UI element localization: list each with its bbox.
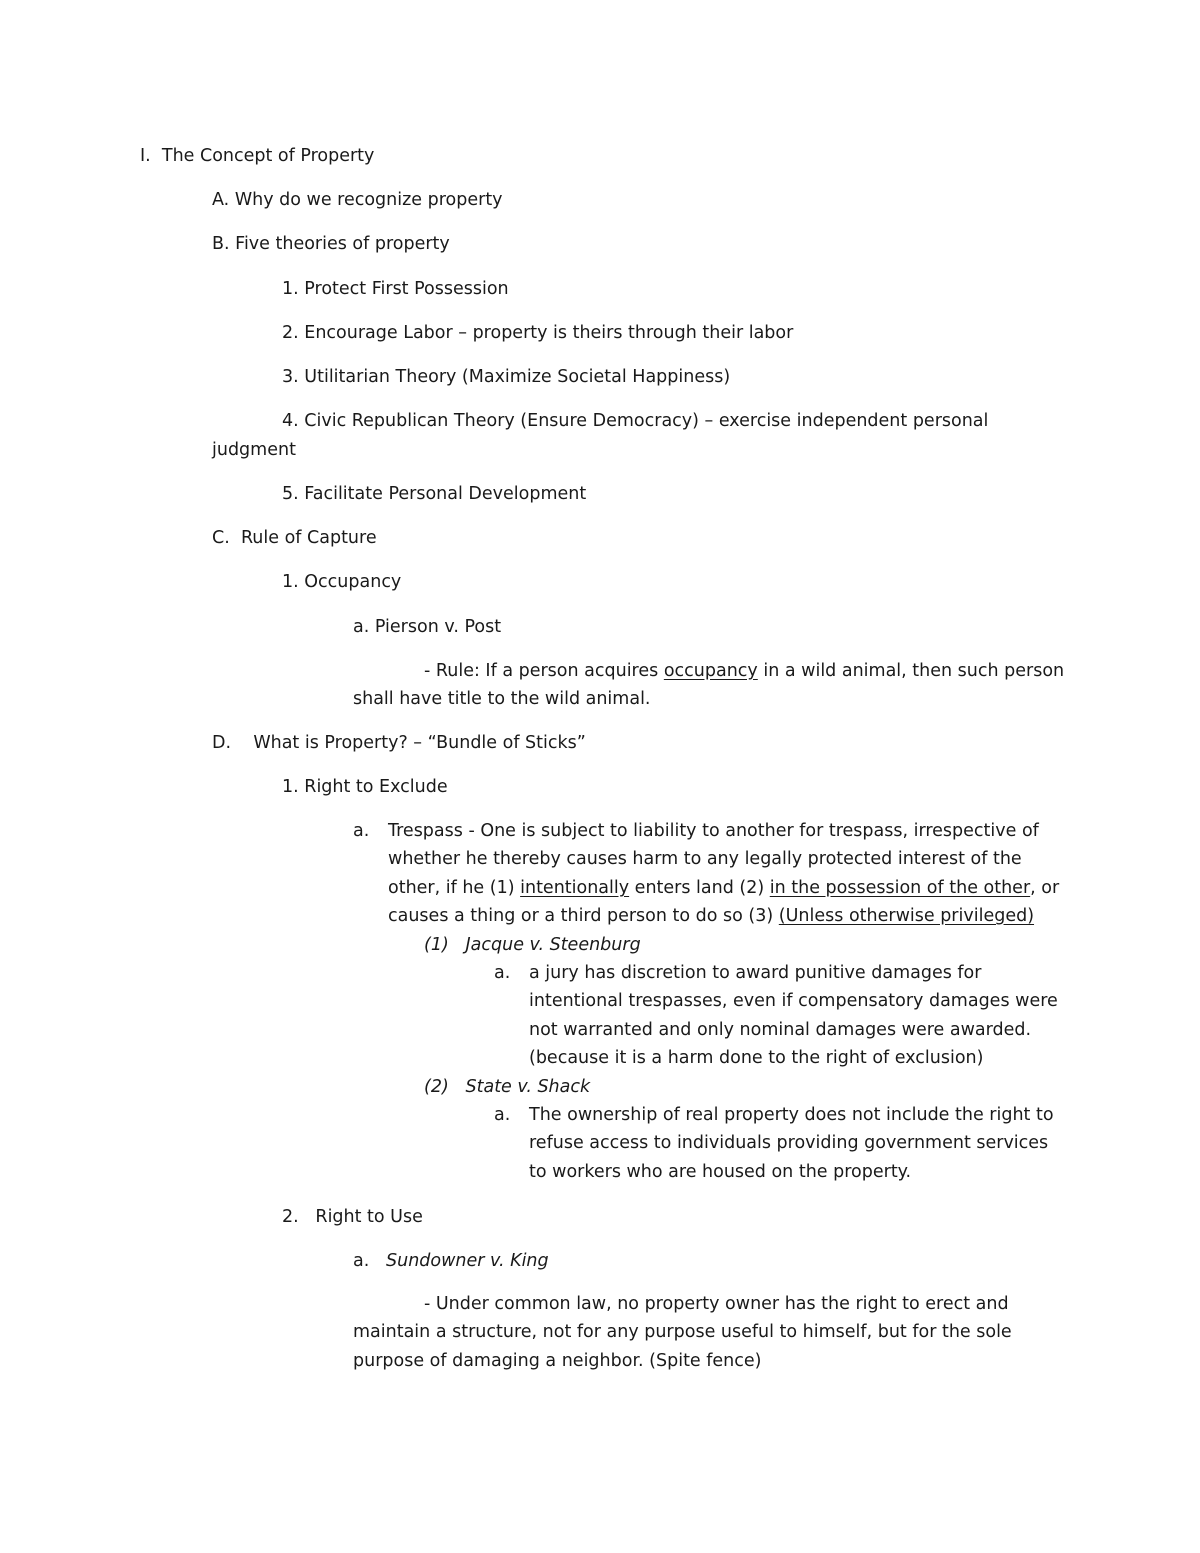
rule-sundowner-line-3: purpose of damaging a neighbor. (Spite fence) <box>353 1351 762 1371</box>
case-sundowner <box>353 1249 549 1273</box>
rule-pierson <box>424 659 1064 683</box>
trespass-line-3 <box>388 876 1059 900</box>
outline-label: C. <box>212 528 230 548</box>
outline-label: A. <box>212 190 230 210</box>
rule-sundowner-line-1: - Under common law, no property owner has the right to erect and <box>424 1294 1009 1314</box>
outline-label: I. <box>140 146 151 166</box>
case-shack-sublabel: a. <box>494 1105 511 1125</box>
outline-label: B. <box>212 234 230 254</box>
theory-5 <box>282 482 586 506</box>
trespass-label: a. <box>353 821 370 841</box>
theory-1 <box>282 277 509 301</box>
outline-label: 4. <box>282 411 299 431</box>
case-jacque-line: a jury has discretion to award punitive damages for <box>529 963 982 983</box>
rule-text: in a wild animal, then such person <box>757 661 1065 681</box>
case-name: Jacque v. Steenburg <box>465 935 641 955</box>
case-jacque-sublabel: a. <box>494 963 511 983</box>
outline-label: 1. <box>282 572 299 592</box>
trespass-underlined: (Unless otherwise privileged) <box>778 906 1035 926</box>
rule-pierson-continuation: shall have title to the wild animal. <box>353 689 651 709</box>
theory-text: Encourage Labor – property is theirs through their labor <box>304 323 794 343</box>
case-name: State v. Shack <box>465 1077 591 1097</box>
outline-label: a. <box>353 617 370 637</box>
outline-label: (1) <box>424 935 449 955</box>
item-C <box>212 526 377 550</box>
trespass-text: enters land (2) <box>629 878 770 898</box>
case-jacque-line: (because it is a harm done to the right of exclusion) <box>529 1048 984 1068</box>
case-jacque <box>424 933 641 957</box>
item-D <box>212 731 586 755</box>
case-shack-line: refuse access to individuals providing government services <box>529 1133 1049 1153</box>
item-text: Five theories of property <box>235 234 450 254</box>
item-text: Occupancy <box>304 572 402 592</box>
case-shack <box>424 1075 590 1099</box>
rule-sundowner-line-2: maintain a structure, not for any purpose useful to himself, but for the sole <box>353 1322 1012 1342</box>
trespass-text: causes a thing or a third person to do so (3) <box>388 906 779 926</box>
theory-3 <box>282 365 730 389</box>
item-text: Rule of Capture <box>240 528 377 548</box>
item-text: Why do we recognize property <box>234 190 503 210</box>
trespass-text: other, if he (1) <box>388 878 521 898</box>
theory-text: Civic Republican Theory (Ensure Democracy) – exercise independent personal <box>304 411 989 431</box>
heading-I <box>140 144 374 168</box>
item-B <box>212 232 450 256</box>
trespass-underlined: intentionally <box>520 878 630 898</box>
item-text: What is Property? – “Bundle of Sticks” <box>253 733 586 753</box>
theory-text: Utilitarian Theory (Maximize Societal Happiness) <box>304 367 731 387</box>
capture-1 <box>282 570 401 594</box>
case-shack-line: The ownership of real property does not include the right to <box>529 1105 1054 1125</box>
stick-2 <box>282 1205 423 1229</box>
heading-text: The Concept of Property <box>161 146 375 166</box>
outline-label: 3. <box>282 367 299 387</box>
outline-label: 1. <box>282 777 299 797</box>
item-text: Right to Exclude <box>304 777 448 797</box>
trespass-underlined: in the possession of the other <box>769 878 1031 898</box>
theory-text: Facilitate Personal Development <box>304 484 587 504</box>
rule-underlined: occupancy <box>663 661 758 681</box>
theory-4 <box>282 409 988 433</box>
outline-label: D. <box>212 733 232 753</box>
outline-label: (2) <box>424 1077 449 1097</box>
case-shack-line: to workers who are housed on the property. <box>529 1162 912 1182</box>
case-jacque-line: not warranted and only nominal damages were awarded. <box>529 1020 1032 1040</box>
trespass-line-2: whether he thereby causes harm to any legally protected interest of the <box>388 849 1022 869</box>
case-jacque-line: intentional trespasses, even if compensatory damages were <box>529 991 1058 1011</box>
outline-label: 5. <box>282 484 299 504</box>
theory-4-continuation: judgment <box>212 440 296 460</box>
outline-label: 2. <box>282 323 299 343</box>
item-A <box>212 188 503 212</box>
case-name: Sundowner v. King <box>386 1251 549 1271</box>
trespass-line-4 <box>388 904 1034 928</box>
case-name: Pierson v. Post <box>374 617 502 637</box>
trespass-text: , or <box>1030 878 1060 898</box>
outline-label: 2. <box>282 1207 299 1227</box>
rule-text: - Rule: If a person acquires <box>424 661 664 681</box>
case-pierson <box>353 615 501 639</box>
item-text: Right to Use <box>315 1207 423 1227</box>
outline-label: 1. <box>282 279 299 299</box>
outline-label: a. <box>353 1251 370 1271</box>
theory-text: Protect First Possession <box>304 279 509 299</box>
stick-1 <box>282 775 448 799</box>
trespass-line-1: Trespass - One is subject to liability to another for trespass, irrespective of <box>388 821 1039 841</box>
theory-2 <box>282 321 793 345</box>
